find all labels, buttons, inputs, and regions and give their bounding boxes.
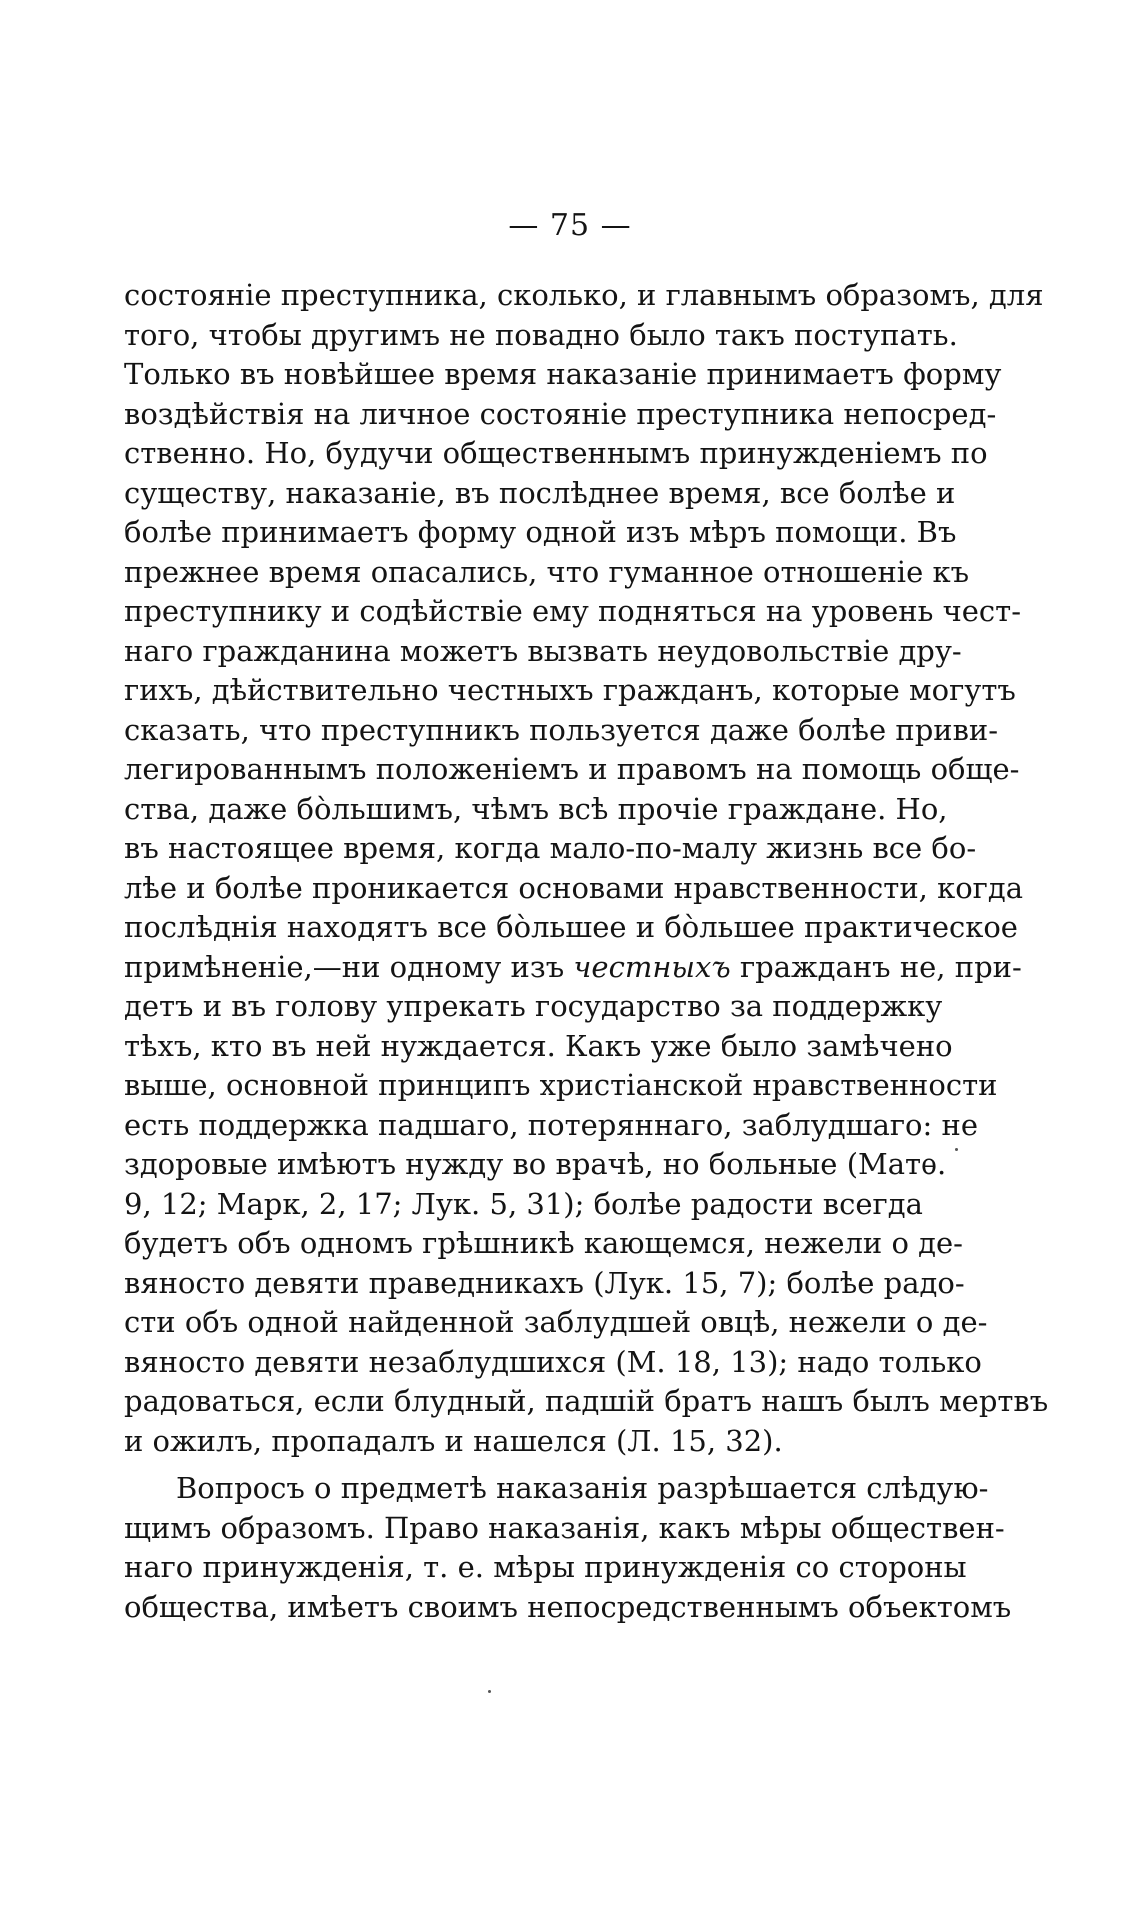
text-line: тѣхъ, кто въ ней нуждается. Какъ уже было замѣчено xyxy=(124,1028,953,1063)
text-line: Только въ новѣйшее время наказанiе принимаетъ форму xyxy=(124,357,1002,391)
text-line: легированнымъ положенiемъ и правомъ на помощь обще- xyxy=(124,752,1020,786)
text-line: будетъ объ одномъ грѣшникѣ кающемся, нежели о де- xyxy=(124,1226,963,1260)
italic-word: честныхъ xyxy=(573,949,731,984)
text-line: и ожилъ, пропадалъ и нашелся (Л. 15, 32). xyxy=(124,1423,783,1458)
text-line: есть поддержка падшаго, потеряннаго, заблудшаго: не xyxy=(124,1107,978,1142)
text-line: болѣе принимаетъ форму одной изъ мѣръ помощи. Въ xyxy=(124,515,957,549)
text-line: сказать, что преступникъ пользуется даже болѣе приви- xyxy=(124,712,999,747)
text-line: наго гражданина можетъ вызвать неудовольствiе дру- xyxy=(124,633,962,668)
text-line: состоянiе преступника, сколько, и главнымъ образомъ, для xyxy=(124,278,1044,312)
text-line: 9, 12; Марк, 2, 17; Лук. 5, 31); болѣе радости всегда xyxy=(124,1186,923,1221)
text-line: Вопросъ о предметѣ наказанiя разрѣшается слѣдую- xyxy=(176,1471,989,1505)
text-line: здоровые имѣютъ нужду во врачѣ, но больные (Матѳ. xyxy=(124,1147,947,1181)
text-line: послѣднiя находятъ все бо̀льшее и бо̀льшее практическое xyxy=(124,910,1018,944)
text-line: преступнику и содѣйствiе ему подняться на уровень чест- xyxy=(124,594,1022,628)
text-line: существу, наказанiе, въ послѣднее время, все болѣе и xyxy=(124,475,956,510)
text-line: детъ и въ голову упрекать государство за поддержку xyxy=(124,989,943,1023)
text-line: вяносто девяти праведникахъ (Лук. 15, 7); болѣе радо- xyxy=(124,1265,965,1300)
text-line: сти объ одной найденной заблудшей овцѣ, нежели о де- xyxy=(124,1305,988,1339)
paragraph-spacer xyxy=(124,1461,914,1469)
paragraph-1 xyxy=(124,276,1049,1461)
text-line xyxy=(124,948,1022,988)
text-line: выше, основной принципъ христiанской нравственности xyxy=(124,1068,998,1102)
text-line: общества, имѣетъ своимъ непосредственнымъ объектомъ xyxy=(124,1589,1012,1624)
text-line: наго принужденiя, т. е. мѣры принужденiя со стороны xyxy=(124,1550,967,1584)
text-line: ства, даже бо̀льшимъ, чѣмъ всѣ прочiе граждане. Но, xyxy=(124,791,948,826)
text-line: радоваться, если блудный, падшiй братъ нашъ былъ мертвъ xyxy=(124,1384,1049,1418)
page-number: — 75 — xyxy=(508,208,632,243)
text-run: гражданъ не, при- xyxy=(730,949,1022,984)
text-line: въ настоящее время, когда мало-по-малу жизнь все бо- xyxy=(124,831,977,865)
print-speck xyxy=(955,1148,958,1151)
body-text xyxy=(124,276,1049,1627)
text-line: того, чтобы другимъ не повадно было такъ поступать. xyxy=(124,317,958,352)
text-line: вяносто девяти незаблудшихся (М. 18, 13); надо только xyxy=(124,1344,982,1379)
text-line: щимъ образомъ. Право наказанiя, какъ мѣры обществен- xyxy=(124,1510,1005,1545)
text-run: примѣненiе,—ни одному изъ xyxy=(124,949,574,984)
paragraph-2 xyxy=(124,1469,1012,1627)
print-speck xyxy=(488,1690,491,1693)
text-line: прежнее время опасались, что гуманное отношенiе къ xyxy=(124,554,970,589)
text-line: лѣе и болѣе проникается основами нравственности, когда xyxy=(124,870,1024,905)
text-line: гихъ, дѣйствительно честныхъ гражданъ, которые могутъ xyxy=(124,673,1016,707)
text-line: ственно. Но, будучи общественнымъ принужденiемъ по xyxy=(124,436,988,470)
text-line: воздѣйствiя на личное состоянiе преступника непосред- xyxy=(124,396,997,431)
